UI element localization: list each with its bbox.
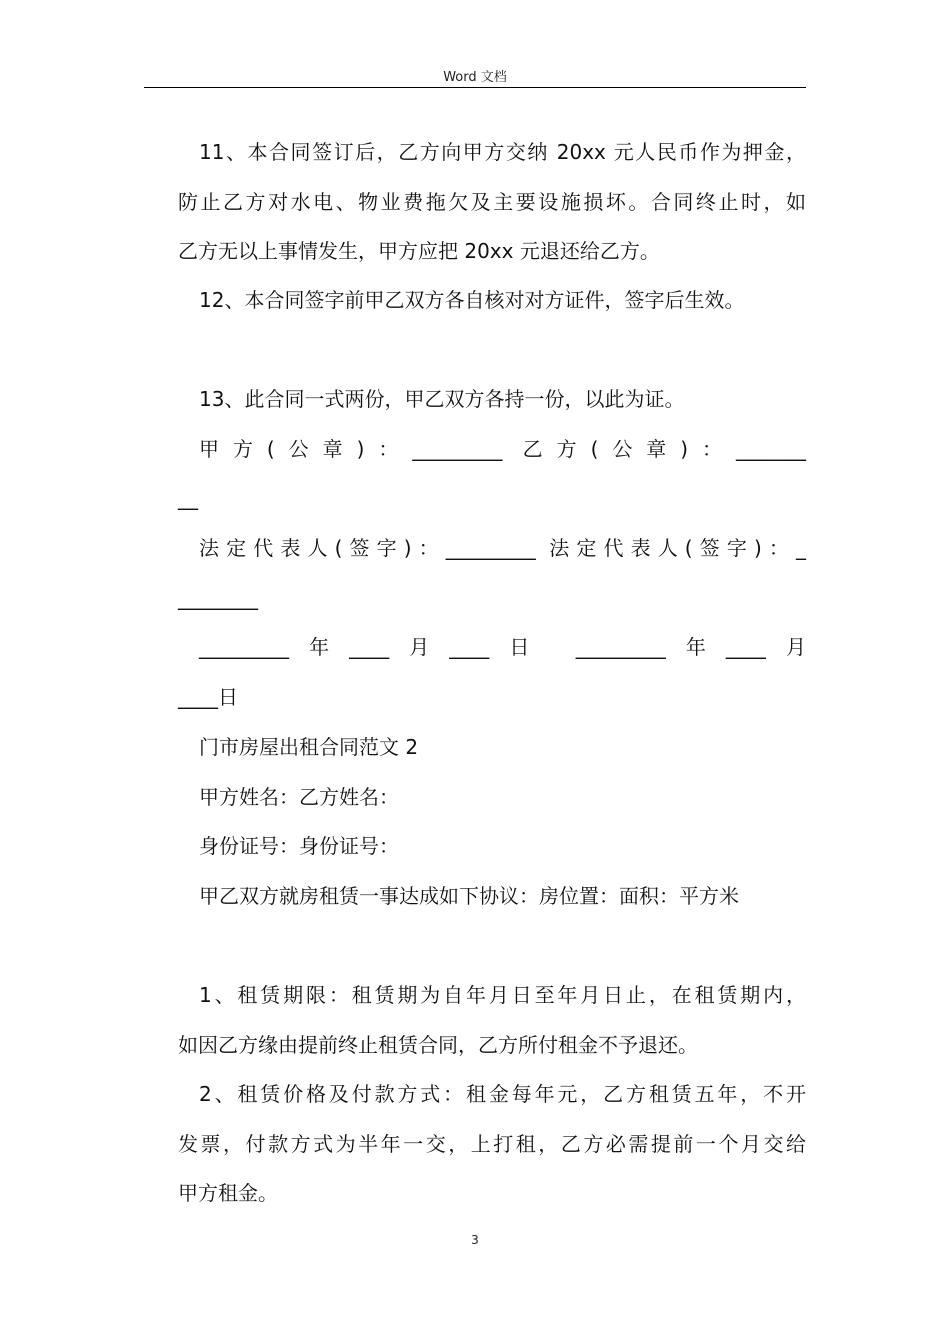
paragraph-line: 防止乙方对水电、物业费拖欠及主要设施损坏。合同终止时，如 (178, 190, 806, 214)
paragraph-line: 发票，付款方式为半年一交，上打租，乙方必需提前一个月交给 (178, 1132, 806, 1156)
paragraph-line: 13、此合同一式两份，甲乙双方各持一份，以此为证。 (199, 387, 685, 411)
signature-line: __ (178, 486, 198, 510)
paragraph-line: 1、租赁期限：租赁期为自年月日至年月日止，在租赁期内， (199, 983, 806, 1007)
paragraph-line: 甲乙双方就房租赁一事达成如下协议：房位置：面积：平方米 (199, 884, 739, 908)
paragraph-line: 乙方无以上事情发生，甲方应把 20xx 元退还给乙方。 (178, 239, 660, 263)
signature-line: 甲方(公章)：_________ 乙方(公章)：_______ (199, 437, 806, 461)
section-title: 门市房屋出租合同范文 2 (199, 735, 419, 759)
paragraph-line: 身份证号：身份证号： (199, 834, 399, 858)
signature-line: ________ (178, 586, 258, 610)
paragraph-line: 甲方姓名：乙方姓名： (199, 785, 399, 809)
paragraph-line: 11、本合同签订后，乙方向甲方交纳 20xx 元人民币作为押金， (199, 140, 806, 164)
paragraph-line: 2、租赁价格及付款方式：租金每年元，乙方租赁五年，不开 (199, 1082, 806, 1106)
paragraph-line: 甲方租金。 (178, 1181, 278, 1205)
page-number: 3 (471, 1233, 479, 1247)
date-line: _________年____月____日 _________年____月 (199, 635, 806, 659)
paragraph-line: 12、本合同签字前甲乙双方各自核对对方证件，签字后生效。 (199, 288, 745, 312)
paragraph-line: 如因乙方缘由提前终止租赁合同，乙方所付租金不予退还。 (178, 1033, 698, 1057)
date-line: ____日 (178, 685, 238, 709)
header-title: Word 文档 (443, 70, 507, 85)
signature-line: 法定代表人(签字)：_________ 法定代表人(签字)：_ (199, 536, 806, 560)
header-divider (144, 87, 806, 88)
